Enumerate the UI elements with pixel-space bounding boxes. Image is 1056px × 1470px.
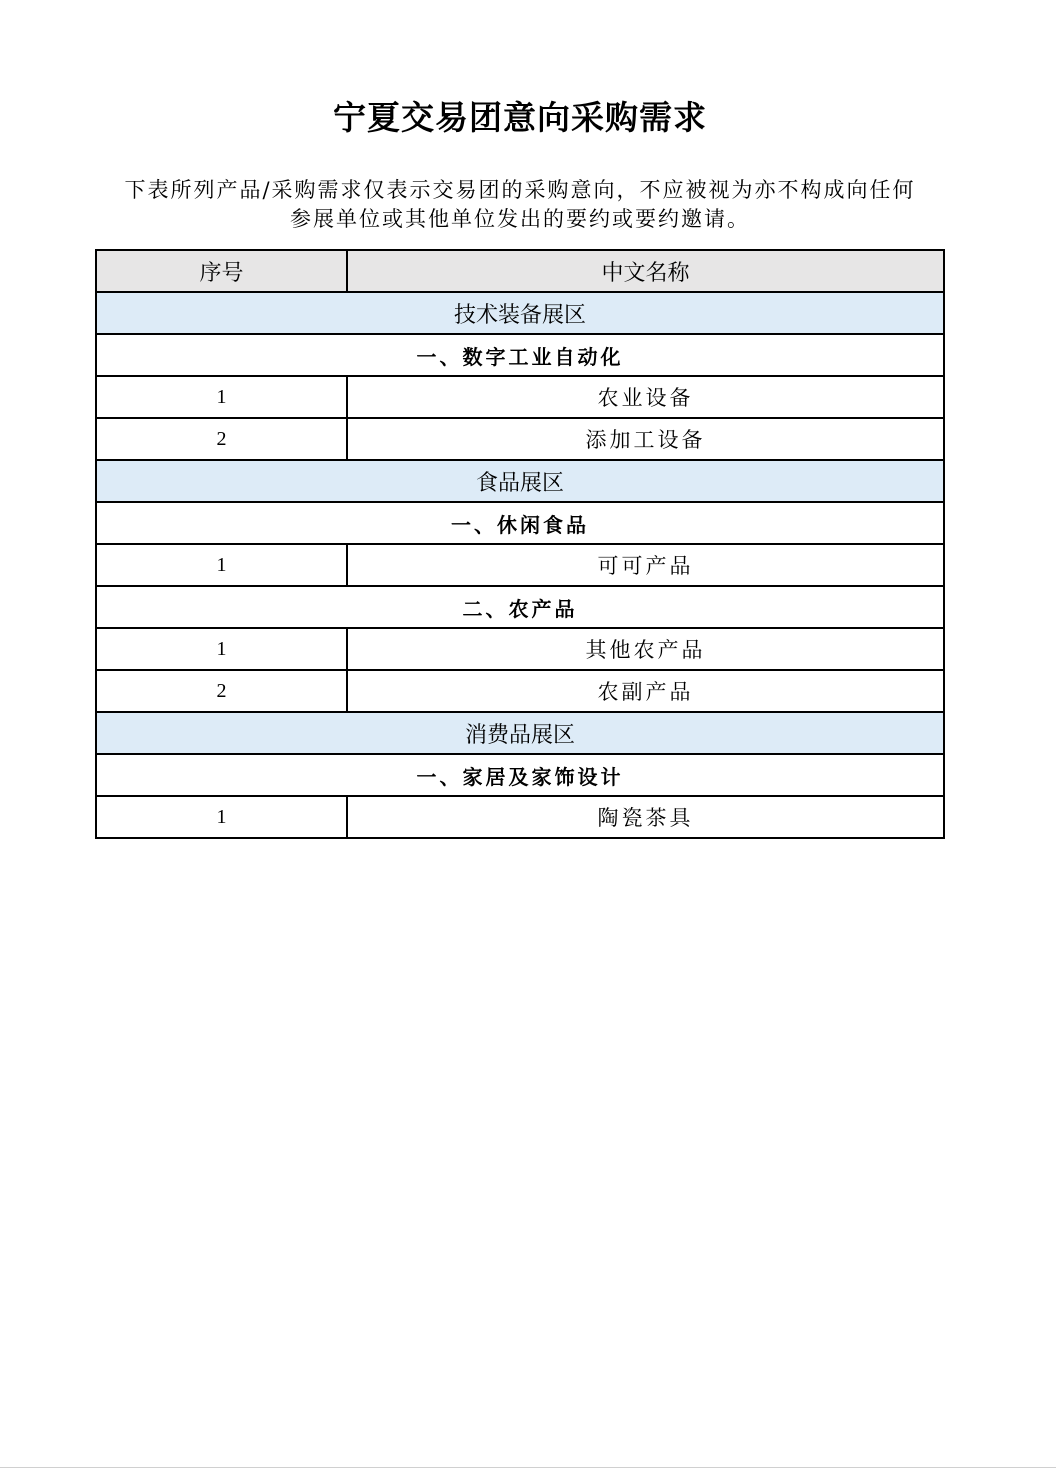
- category-name: 一、数字工业自动化: [96, 334, 944, 376]
- header-chinese-name: 中文名称: [347, 250, 944, 292]
- page-bottom-divider: [0, 1467, 1056, 1468]
- category-row: [96, 586, 944, 628]
- zone-row: [96, 292, 944, 334]
- category-row: [96, 502, 944, 544]
- category-name: 一、家居及家饰设计: [96, 754, 944, 796]
- table-row: [96, 628, 944, 670]
- zone-name: 技术装备展区: [96, 292, 944, 334]
- item-number: 1: [96, 628, 347, 670]
- item-number: 1: [96, 376, 347, 418]
- table-row: [96, 544, 944, 586]
- table-row: [96, 796, 944, 838]
- table-row: [96, 670, 944, 712]
- zone-name: 消费品展区: [96, 712, 944, 754]
- table-row: [96, 376, 944, 418]
- intro-line-1: 下表所列产品/采购需求仅表示交易团的采购意向，不应被视为亦不构成向任何: [124, 178, 916, 202]
- table-row: [96, 418, 944, 460]
- item-name: 添加工设备: [347, 418, 944, 460]
- item-name: 农业设备: [347, 376, 944, 418]
- item-number: 2: [96, 670, 347, 712]
- item-number: 1: [96, 544, 347, 586]
- zone-name: 食品展区: [96, 460, 944, 502]
- item-name: 农副产品: [347, 670, 944, 712]
- category-row: [96, 754, 944, 796]
- zone-row: [96, 460, 944, 502]
- item-name: 可可产品: [347, 544, 944, 586]
- header-serial-number: 序号: [96, 250, 347, 292]
- category-row: [96, 334, 944, 376]
- zone-row: [96, 712, 944, 754]
- table-header-row: [96, 250, 944, 292]
- intro-paragraph: [96, 176, 944, 234]
- category-name: 一、休闲食品: [96, 502, 944, 544]
- item-number: 1: [96, 796, 347, 838]
- procurement-table: [95, 249, 945, 839]
- category-name: 二、农产品: [96, 586, 944, 628]
- item-number: 2: [96, 418, 347, 460]
- page-title: 宁夏交易团意向采购需求: [333, 98, 707, 137]
- item-name: 陶瓷茶具: [347, 796, 944, 838]
- intro-line-2: 参展单位或其他单位发出的要约或要约邀请。: [290, 207, 750, 231]
- item-name: 其他农产品: [347, 628, 944, 670]
